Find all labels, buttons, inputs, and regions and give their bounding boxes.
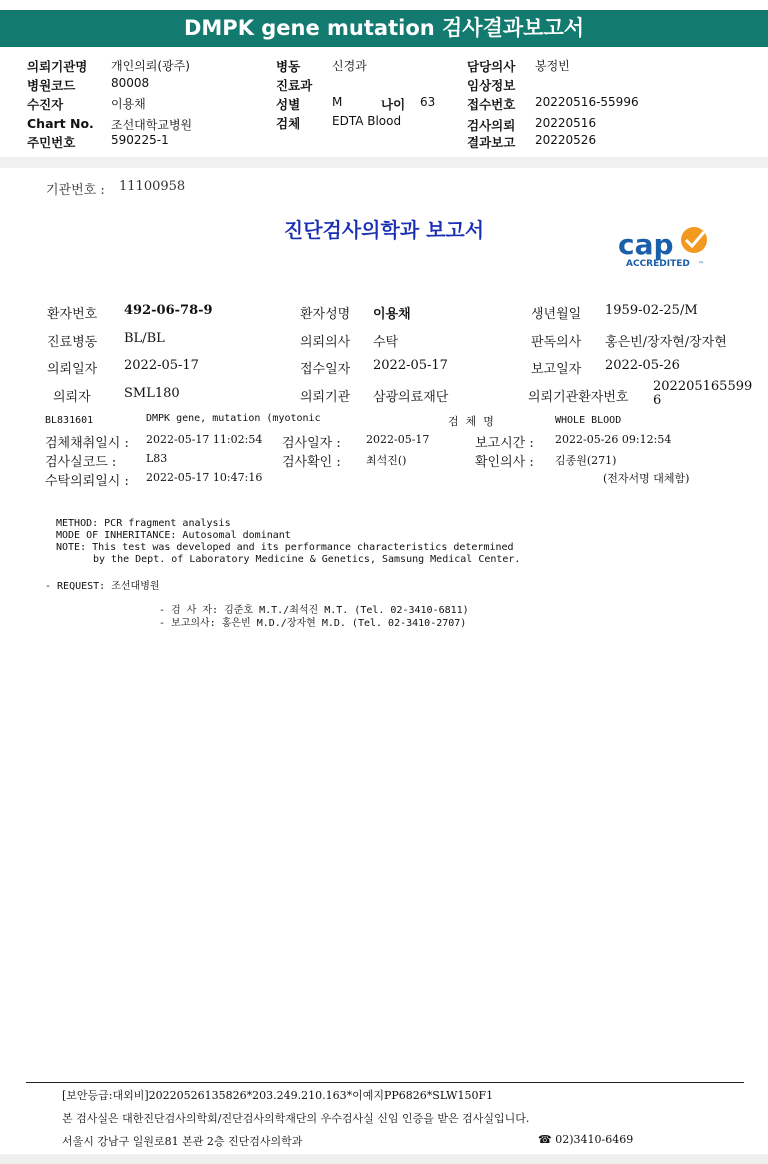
patient-name-value-2: 이용채: [373, 307, 411, 322]
requesting-doctor-label: 의뢰의사: [300, 335, 351, 350]
test-request-label: 검사의뢰: [467, 118, 516, 133]
birthdate-value: 1959-02-25/M: [605, 303, 698, 318]
specimen-label: 검체: [276, 116, 301, 131]
institution-no-label: 기관번호 :: [46, 183, 105, 198]
method-line: METHOD: PCR fragment analysis: [56, 518, 231, 529]
request-date-label: 의뢰일자: [47, 362, 98, 377]
test-date-value: 2022-05-17: [366, 433, 430, 446]
resident-no-value: 590225-1: [111, 133, 169, 147]
requesting-institution-label: 의뢰기관: [300, 390, 351, 405]
specimen-name-value: WHOLE BLOOD: [555, 415, 622, 426]
note-line-1: NOTE: This test was developed and its performance characteristics determined: [56, 542, 514, 553]
report-banner: DMPK gene mutation 검사결과보고서: [0, 10, 768, 47]
clinical-info-label: 임상정보: [467, 78, 516, 93]
sex-value: M: [332, 95, 343, 109]
requester-label: 의뢰자: [53, 390, 91, 405]
report-date-label: 보고일자: [531, 362, 582, 377]
institution-patient-no-value: 202205165599: [653, 379, 753, 394]
report-title: 진단검사의학과 보고서: [283, 218, 485, 242]
department-label: 진료과: [276, 78, 313, 93]
ward-value: 신경과: [332, 59, 367, 73]
header-separator: [0, 157, 768, 168]
resident-no-label: 주민번호: [27, 135, 76, 150]
electronic-signature-note: (전자서명 대체함): [603, 472, 690, 485]
specimen-value: EDTA Blood: [332, 114, 402, 128]
reporter-line: - 보고의사: 홍은빈 M.D./장자현 M.D. (Tel. 02-3410-2707): [159, 618, 467, 629]
receipt-date-label: 접수일자: [300, 362, 351, 377]
result-report-label: 결과보고: [467, 135, 516, 150]
attending-physician-value: 봉정빈: [535, 59, 570, 73]
ward-label: 병동: [276, 59, 301, 74]
accession-no-label: 접수번호: [467, 97, 516, 112]
security-line: [보안등급:대외비]20220526135826*203.249.210.163*이예지PP6826*SLW150F1: [62, 1089, 494, 1102]
cap-logo-sub: ACCREDITED: [626, 259, 690, 269]
report-time-label: 보고시간 :: [475, 436, 534, 451]
test-name: DMPK gene, mutation (myotonic: [146, 413, 321, 424]
test-code: BL831601: [45, 415, 94, 426]
birthdate-label: 생년월일: [531, 307, 582, 322]
inheritance-line: MODE OF INHERITANCE: Autosomal dominant: [56, 530, 291, 541]
phone-line: ☎ 02)3410-6469: [538, 1133, 634, 1146]
specimen-name-label: 검 체 명: [448, 415, 494, 428]
sex-label: 성별: [276, 97, 301, 112]
chart-no-label: Chart No.: [27, 116, 94, 131]
requesting-doctor-value: 수탁: [373, 335, 399, 350]
patient-id-label: 환자번호: [47, 307, 98, 322]
institution-patient-no-label: 의뢰기관환자번호: [528, 390, 629, 405]
attending-physician-label: 담당의사: [467, 59, 516, 74]
result-report-value: 20220526: [535, 133, 597, 147]
ward-label-2: 진료병동: [47, 335, 98, 350]
collection-time-label: 검체채취일시 :: [45, 436, 129, 451]
patient-name-value: 이용채: [111, 97, 146, 111]
age-label: 나이: [381, 97, 406, 112]
report-time-value: 2022-05-26 09:12:54: [555, 433, 672, 446]
test-confirm-label: 검사확인 :: [282, 455, 341, 470]
institution-patient-no-value-cont: 6: [653, 393, 662, 408]
requesting-institution-value: 삼광의료재단: [373, 390, 449, 405]
request-line: - REQUEST: 조선대병원: [45, 581, 160, 592]
collection-time-value: 2022-05-17 11:02:54: [146, 433, 263, 446]
referring-institution-label: 의뢰기관명: [27, 59, 88, 74]
tester-line: - 검 사 자: 김준호 M.T./최석진 M.T. (Tel. 02-3410-6811): [159, 605, 469, 616]
bottom-bar: [0, 1154, 768, 1164]
cap-accredited-logo: [612, 224, 722, 272]
patient-id-value: 492-06-78-9: [124, 303, 213, 318]
request-date-value: 2022-05-17: [124, 358, 199, 373]
lab-code-value: L83: [146, 452, 168, 465]
note-line-2: by the Dept. of Laboratory Medicine & Genetics, Samsung Medical Center.: [93, 554, 521, 565]
chart-no-value: 조선대학교병원: [111, 118, 193, 132]
referring-institution-value: 개인의뢰(광주): [111, 59, 190, 73]
footer-divider: [26, 1082, 744, 1083]
report-date-value: 2022-05-26: [605, 358, 680, 373]
ward-value-2: BL/BL: [124, 331, 165, 346]
accession-no-value: 20220516-55996: [535, 95, 639, 109]
cap-logo-tm: ™: [698, 261, 704, 268]
lab-code-label: 검사실코드 :: [45, 455, 117, 470]
requester-value: SML180: [124, 386, 180, 401]
patient-name-label-2: 환자성명: [300, 307, 351, 322]
address-line: 서울시 강남구 일원로81 본관 2층 진단검사의학과: [62, 1135, 303, 1148]
test-confirm-value: 최석진(): [366, 454, 407, 467]
hospital-code-label: 병원코드: [27, 78, 76, 93]
received-time-value: 2022-05-17 10:47:16: [146, 471, 263, 484]
cap-logo-text: cap: [618, 228, 674, 261]
certification-line: 본 검사실은 대한진단검사의학회/진단검사의학재단의 우수검사실 신임 인증을 받은 검사실입니다.: [62, 1112, 530, 1125]
institution-no-value: 11100958: [119, 179, 186, 194]
hospital-code-value: 80008: [111, 76, 150, 90]
test-date-label: 검사일자 :: [282, 436, 341, 451]
test-request-value: 20220516: [535, 116, 597, 130]
confirm-doctor-label: 확인의사 :: [475, 455, 534, 470]
reading-doctor-label: 판독의사: [531, 335, 582, 350]
patient-name-label: 수진자: [27, 97, 64, 112]
received-time-label: 수탁의뢰일시 :: [45, 474, 129, 489]
age-value: 63: [420, 95, 436, 109]
reading-doctor-value: 홍은빈/장자현/장자현: [605, 335, 727, 350]
confirm-doctor-value: 김종원(271): [555, 454, 617, 467]
receipt-date-value: 2022-05-17: [373, 358, 448, 373]
